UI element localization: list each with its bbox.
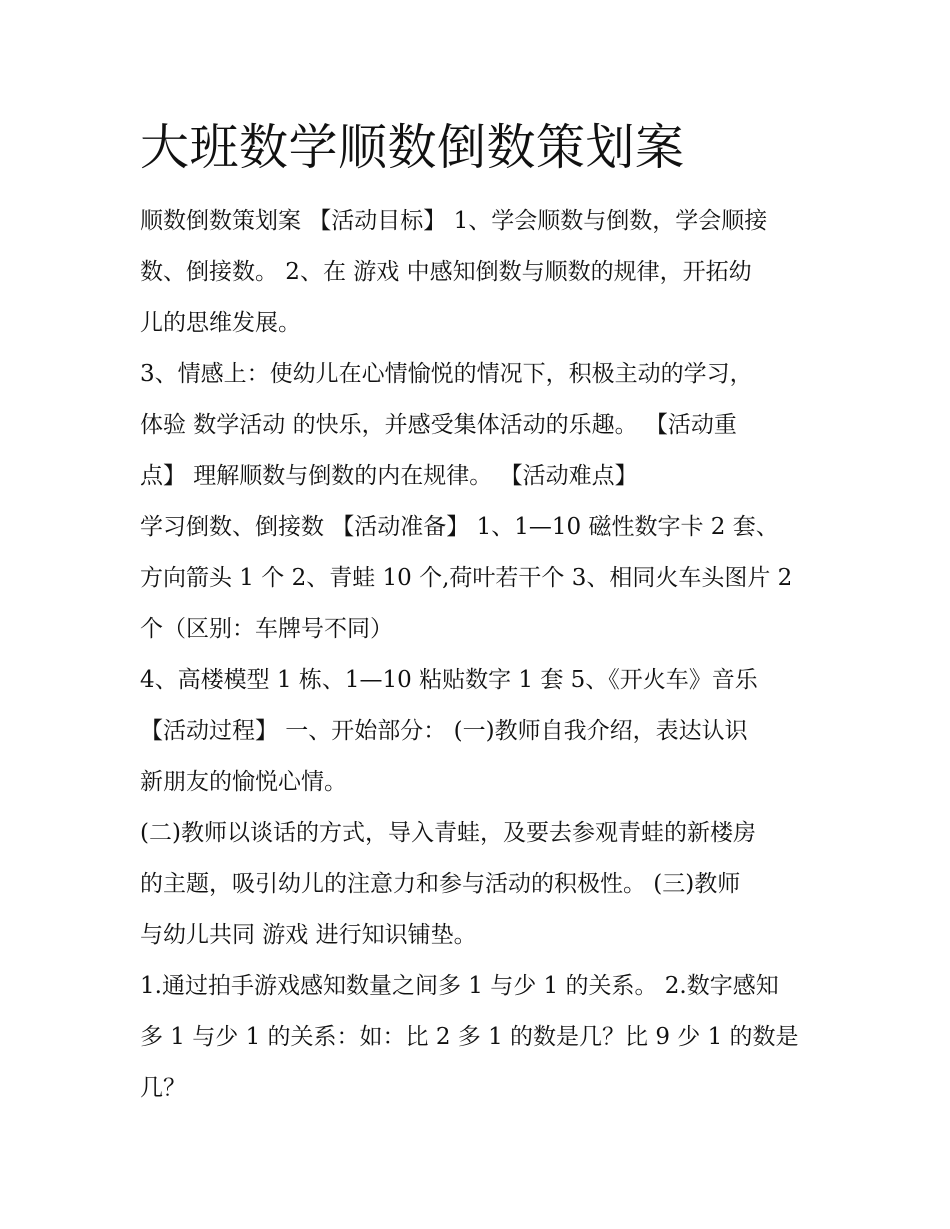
body-line: 点】 理解顺数与倒数的内在规律。 【活动难点】 [140,463,638,489]
body-line: 学习倒数、倒接数 【活动准备】 1、1—10 磁性数字卡 2 套、 [140,514,779,540]
body-line: 1.通过拍手游戏感知数量之间多 1 与少 1 的关系。 2.数字感知 [140,973,779,999]
body-line: 方向箭头 1 个 2、青蛙 10 个,荷叶若干个 3、相同火车头图片 2 [140,565,793,591]
body-line: 3、情感上：使幼儿在心情愉悦的情况下，积极主动的学习， [140,361,753,387]
document-body [140,196,820,1114]
body-line: 儿的思维发展。 [140,310,301,336]
body-line: 的主题，吸引幼儿的注意力和参与活动的积极性。 (三)教师 [140,871,741,897]
body-line: 个（区别：车牌号不同） [140,616,393,642]
body-line: (二)教师以谈话的方式，导入青蛙，及要去参观青蛙的新楼房 [140,820,756,846]
body-line: 新朋友的愉悦心情。 [140,769,347,795]
body-line: 多 1 与少 1 的关系：如：比 2 多 1 的数是几？比 9 少 1 的数是 [140,1024,799,1050]
body-line: 顺数倒数策划案 【活动目标】 1、学会顺数与倒数，学会顺接 [140,208,768,234]
body-line: 数、倒接数。 2、在 游戏 中感知倒数与顺数的规律，开拓幼 [140,259,752,285]
body-line: 【活动过程】 一、开始部分： (一)教师自我介绍，表达认识 [140,718,748,744]
body-line: 4、高楼模型 1 栋、1—10 粘贴数字 1 套 5、《开火车》音乐 [140,667,758,693]
body-line: 几？ [140,1075,186,1101]
document-title: 大班数学顺数倒数策划案 [140,119,685,176]
body-line: 体验 数学活动 的快乐，并感受集体活动的乐趣。 【活动重 [140,412,737,438]
body-line: 与幼儿共同 游戏 进行知识铺垫。 [140,922,477,948]
